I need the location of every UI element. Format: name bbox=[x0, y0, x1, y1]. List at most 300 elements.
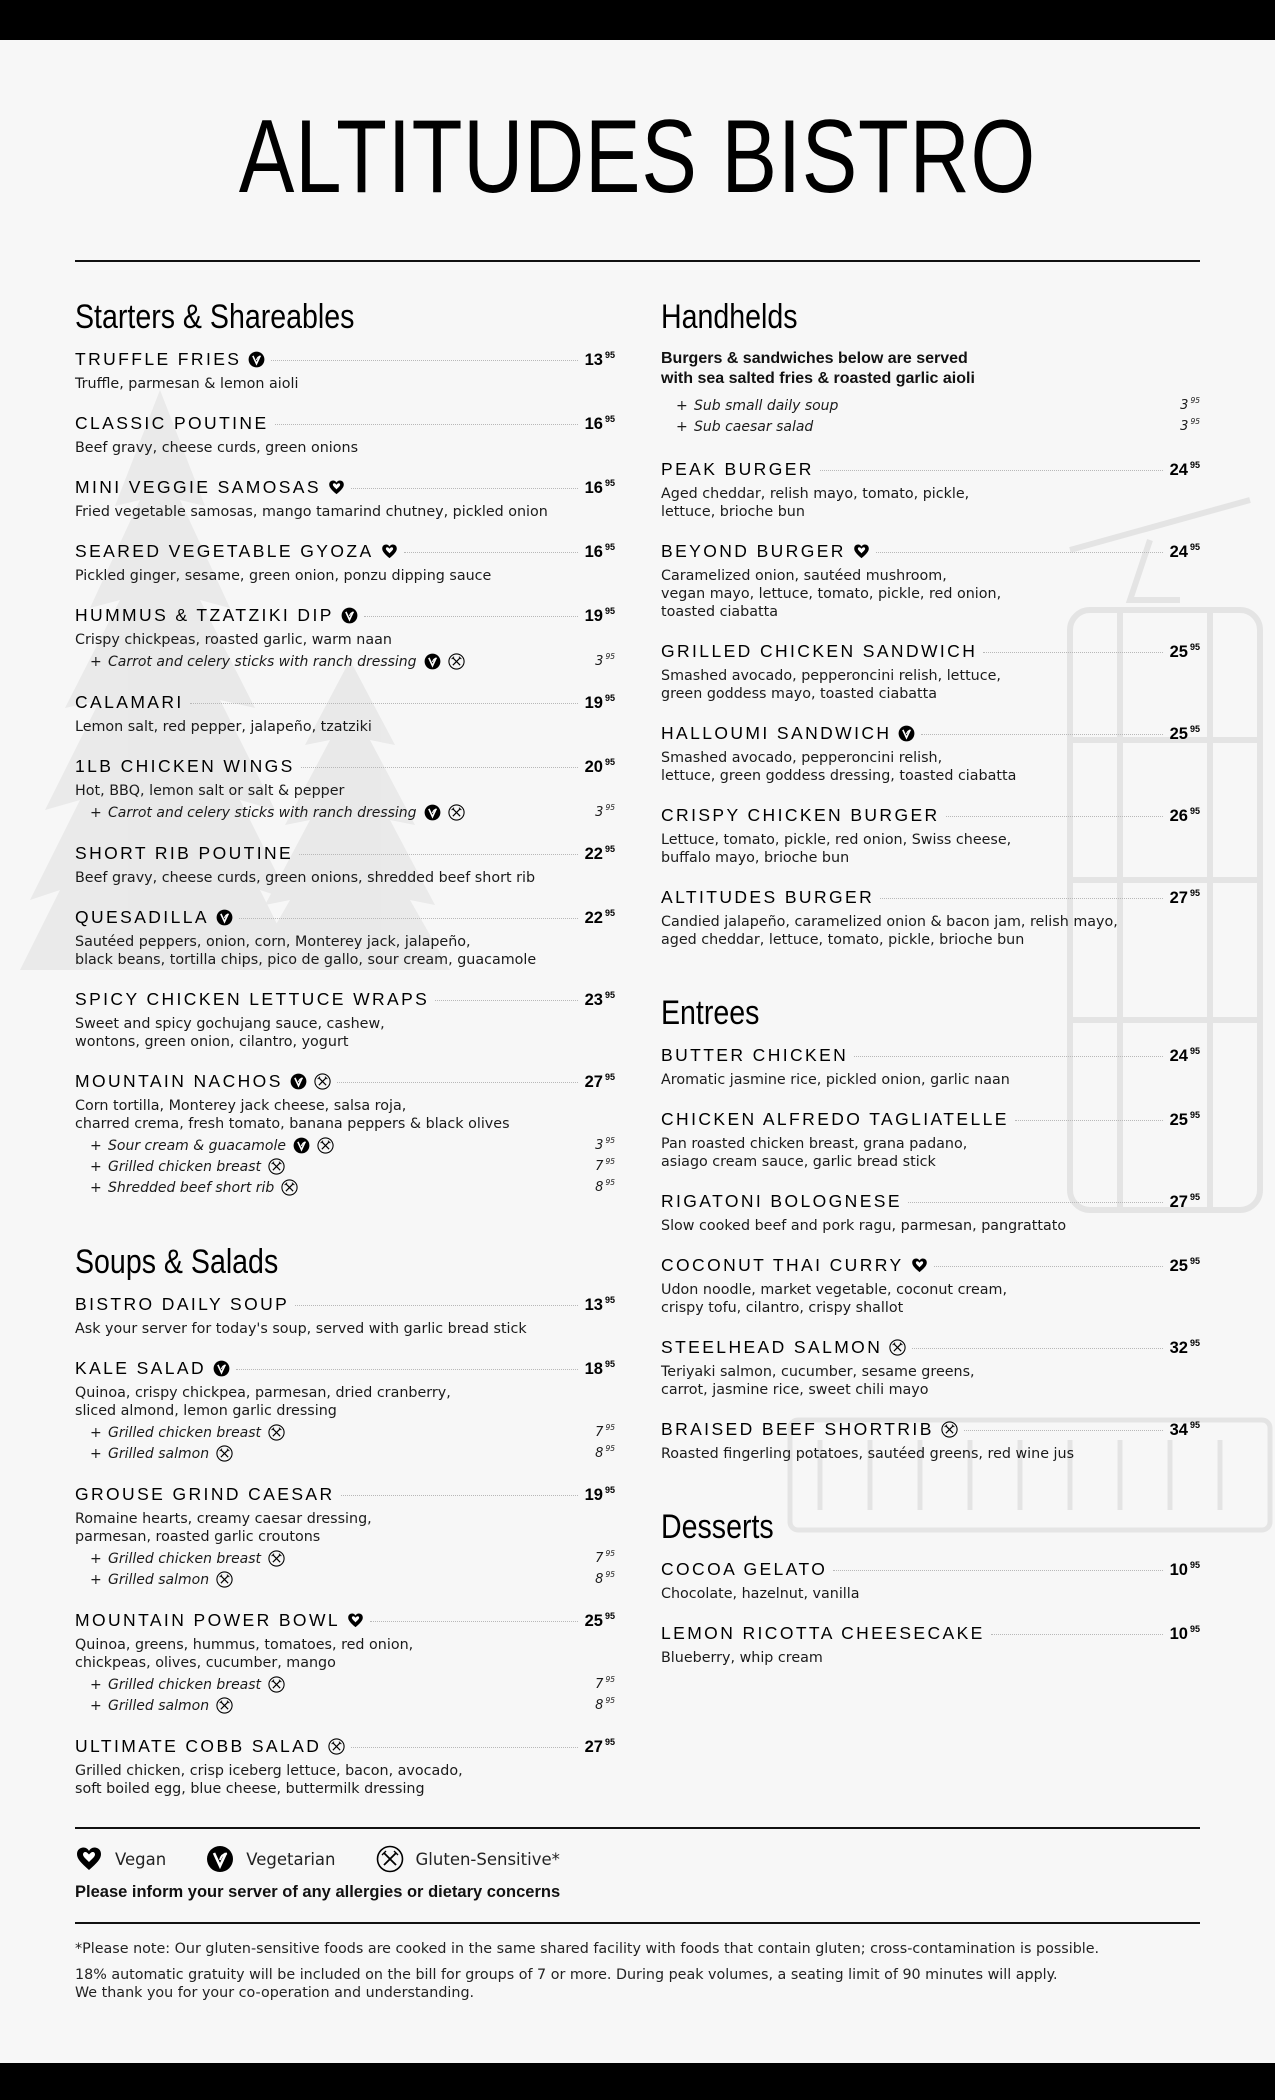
menu-item-title: HALLOUMI SANDWICH bbox=[661, 723, 892, 743]
intro-addons bbox=[661, 395, 1200, 437]
addon-price bbox=[1180, 419, 1200, 434]
menu-item-header bbox=[75, 907, 615, 933]
menu-item-price bbox=[1170, 461, 1200, 480]
price-cents: 95 bbox=[604, 350, 615, 360]
menu-item-price bbox=[1170, 1421, 1200, 1440]
section-title: Soups & Salads bbox=[75, 1243, 279, 1281]
menu-item bbox=[75, 541, 615, 585]
gluten-sensitive-icon bbox=[281, 1179, 298, 1196]
menu-item-header bbox=[661, 1109, 1200, 1135]
menu-item-price bbox=[1170, 1111, 1200, 1130]
menu-item-description bbox=[75, 1510, 615, 1546]
vegan-icon bbox=[75, 1845, 103, 1873]
gluten-sensitive-icon bbox=[216, 1445, 233, 1462]
dot-leader bbox=[190, 703, 578, 704]
menu-item-price bbox=[1170, 1193, 1200, 1212]
description-line: Hot, BBQ, lemon salt or salt & pepper bbox=[75, 783, 345, 799]
menu-item-name bbox=[75, 1071, 331, 1092]
price-dollars: 3 bbox=[595, 654, 604, 669]
price-cents: 95 bbox=[605, 1675, 615, 1684]
price-cents: 95 bbox=[605, 1696, 615, 1705]
menu-item-name bbox=[661, 1559, 827, 1580]
section-title: Starters & Shareables bbox=[75, 298, 355, 336]
gluten-sensitive-icon bbox=[448, 804, 465, 821]
price-dollars: 19 bbox=[584, 694, 603, 712]
menu-item-name bbox=[661, 1255, 928, 1276]
vegetarian-icon bbox=[424, 804, 441, 821]
menu-item-description bbox=[661, 1649, 1200, 1667]
menu-item-price bbox=[585, 1296, 615, 1315]
price-cents: 95 bbox=[1189, 1560, 1200, 1570]
price-dollars: 16 bbox=[584, 543, 603, 561]
menu-item-title: CRISPY CHICKEN BURGER bbox=[661, 805, 940, 825]
description-line: asiago cream sauce, garlic bread stick bbox=[661, 1154, 936, 1170]
gluten-note: *Please note: Our gluten-sensitive foods are cooked in the same shared facility with foods that contain gluten; cross-contamination is possible. bbox=[75, 1941, 1100, 1957]
menu-item-title: KALE SALAD bbox=[75, 1358, 206, 1378]
price-dollars: 34 bbox=[1169, 1421, 1188, 1439]
price-dollars: 27 bbox=[584, 1073, 603, 1091]
price-dollars: 24 bbox=[1169, 1047, 1188, 1065]
menu-item bbox=[75, 907, 615, 969]
plus-sign: + bbox=[90, 1158, 102, 1175]
menu-item-title: SHORT RIB POUTINE bbox=[75, 843, 294, 863]
description-line: Quinoa, greens, hummus, tomatoes, red onion, bbox=[75, 1637, 414, 1653]
menu-item-description bbox=[75, 869, 615, 887]
price-dollars: 24 bbox=[1169, 543, 1188, 561]
menu-item bbox=[661, 805, 1200, 867]
menu-item-header bbox=[75, 989, 615, 1015]
menu-item-title: QUESADILLA bbox=[75, 907, 209, 927]
price-cents: 95 bbox=[605, 1549, 615, 1558]
dot-leader bbox=[370, 1621, 578, 1622]
description-line: Romaine hearts, creamy caesar dressing, bbox=[75, 1511, 372, 1527]
price-cents: 95 bbox=[1190, 417, 1200, 426]
price-dollars: 13 bbox=[584, 1296, 603, 1314]
description-line: carrot, jasmine rice, sweet chili mayo bbox=[661, 1382, 929, 1398]
menu-item-title: BRAISED BEEF SHORTRIB bbox=[661, 1419, 934, 1439]
menu-item-name bbox=[661, 1045, 848, 1066]
addon-label-group bbox=[694, 419, 813, 435]
menu-item bbox=[75, 477, 615, 521]
description-line: Lettuce, tomato, pickle, red onion, Swiss cheese, bbox=[661, 832, 1012, 848]
dot-leader bbox=[946, 816, 1163, 817]
addon-label-group bbox=[108, 1697, 233, 1714]
vegetarian-icon bbox=[216, 909, 233, 926]
plus-sign: + bbox=[676, 397, 688, 414]
menu-item bbox=[661, 1045, 1200, 1089]
description-line: Chocolate, hazelnut, vanilla bbox=[661, 1586, 860, 1602]
description-line: buffalo mayo, brioche bun bbox=[661, 850, 850, 866]
addon-option bbox=[75, 1674, 615, 1695]
menu-item-price bbox=[1170, 889, 1200, 908]
price-dollars: 24 bbox=[1169, 461, 1188, 479]
menu-item-description bbox=[661, 913, 1200, 949]
price-cents: 95 bbox=[1189, 1110, 1200, 1120]
price-cents: 95 bbox=[1190, 396, 1200, 405]
dot-leader bbox=[964, 1430, 1163, 1431]
description-line: vegan mayo, lettuce, tomato, pickle, red onion, bbox=[661, 586, 1002, 602]
menu-item-name bbox=[661, 1337, 906, 1358]
menu-item-price bbox=[1170, 1339, 1200, 1358]
addon-list bbox=[75, 802, 615, 823]
addon-label: Grilled salmon bbox=[108, 1697, 210, 1714]
price-dollars: 16 bbox=[584, 479, 603, 497]
menu-item-price bbox=[585, 694, 615, 713]
price-cents: 95 bbox=[605, 1178, 615, 1187]
description-line: Lemon salt, red pepper, jalapeño, tzatziki bbox=[75, 719, 372, 735]
menu-item-title: COCONUT THAI CURRY bbox=[661, 1255, 904, 1275]
intro-line: Burgers & sandwiches below are served bbox=[661, 350, 968, 367]
vegan-icon bbox=[381, 543, 398, 560]
menu-item-description bbox=[75, 1762, 615, 1798]
addon-price bbox=[1180, 398, 1200, 413]
menu-item bbox=[75, 413, 615, 457]
description-line: Sautéed peppers, onion, corn, Monterey jack, jalapeño, bbox=[75, 934, 471, 950]
menu-item-description bbox=[75, 718, 615, 736]
addon-price bbox=[595, 1572, 615, 1587]
price-dollars: 25 bbox=[1169, 1257, 1188, 1275]
menu-item-price bbox=[1170, 1561, 1200, 1580]
menu-item-price bbox=[585, 543, 615, 562]
plus-sign: + bbox=[676, 418, 688, 435]
menu-item-name bbox=[661, 641, 977, 662]
price-cents: 95 bbox=[604, 990, 615, 1000]
price-cents: 95 bbox=[1189, 888, 1200, 898]
menu-item-title: ULTIMATE COBB SALAD bbox=[75, 1736, 322, 1756]
legend-bottom-divider bbox=[75, 1922, 1200, 1924]
dietary-legend bbox=[75, 1845, 600, 1873]
addon-label: Grilled chicken breast bbox=[108, 1676, 262, 1693]
menu-item bbox=[75, 1071, 615, 1198]
menu-item bbox=[661, 641, 1200, 703]
dot-leader bbox=[934, 1266, 1163, 1267]
price-dollars: 22 bbox=[584, 909, 603, 927]
addon-price bbox=[595, 1425, 615, 1440]
menu-item-description bbox=[75, 933, 615, 969]
description-line: aged cheddar, lettuce, tomato, pickle, brioche bun bbox=[661, 932, 1025, 948]
addon-label: Grilled chicken breast bbox=[108, 1550, 262, 1567]
menu-item-price bbox=[1170, 807, 1200, 826]
menu-item bbox=[75, 349, 615, 393]
plus-sign: + bbox=[90, 1697, 102, 1714]
price-cents: 95 bbox=[604, 844, 615, 854]
vegetarian-icon bbox=[248, 351, 265, 368]
menu-item-header bbox=[661, 1623, 1200, 1649]
vegan-icon bbox=[328, 479, 345, 496]
menu-item bbox=[75, 1358, 615, 1464]
addon-label: Sour cream & guacamole bbox=[108, 1137, 286, 1154]
price-cents: 95 bbox=[605, 1423, 615, 1432]
gluten-sensitive-icon bbox=[268, 1676, 285, 1693]
menu-item-title: COCOA GELATO bbox=[661, 1559, 828, 1579]
menu-section bbox=[661, 1505, 1200, 1667]
menu-item-title: GROUSE GRIND CAESAR bbox=[75, 1484, 335, 1504]
price-cents: 95 bbox=[605, 1157, 615, 1166]
price-dollars: 3 bbox=[595, 805, 604, 820]
price-cents: 95 bbox=[604, 1611, 615, 1621]
price-cents: 95 bbox=[1189, 642, 1200, 652]
addon-label: Carrot and celery sticks with ranch dressing bbox=[108, 653, 417, 670]
description-line: charred crema, fresh tomato, banana peppers & black olives bbox=[75, 1116, 510, 1132]
addon-list bbox=[75, 1422, 615, 1464]
description-line: Candied jalapeño, caramelized onion & bacon jam, relish mayo, bbox=[661, 914, 1118, 930]
addon-label: Sub caesar salad bbox=[694, 418, 814, 435]
menu-item-title: HUMMUS & TZATZIKI DIP bbox=[75, 605, 334, 625]
addon-label: Grilled chicken breast bbox=[108, 1424, 262, 1441]
dot-leader bbox=[880, 898, 1163, 899]
menu-item-header bbox=[75, 413, 615, 439]
menu-item-header bbox=[661, 1337, 1200, 1363]
menu-item bbox=[75, 1294, 615, 1338]
dot-leader bbox=[351, 488, 578, 489]
description-line: Slow cooked beef and pork ragu, parmesan, pangrattato bbox=[661, 1218, 1067, 1234]
addon-label: Grilled chicken breast bbox=[108, 1158, 262, 1175]
description-line: Beef gravy, cheese curds, green onions, shredded beef short rib bbox=[75, 870, 536, 886]
addon-option bbox=[75, 802, 615, 823]
menu-item-title: LEMON RICOTTA CHEESECAKE bbox=[661, 1623, 985, 1643]
menu-item-name bbox=[75, 1484, 335, 1505]
dot-leader bbox=[301, 767, 578, 768]
menu-item-header bbox=[661, 1559, 1200, 1585]
plus-sign: + bbox=[90, 804, 102, 821]
addon-label-group bbox=[108, 1550, 285, 1567]
gluten-sensitive-icon bbox=[216, 1571, 233, 1588]
price-dollars: 3 bbox=[595, 1138, 604, 1153]
dot-leader bbox=[908, 1202, 1163, 1203]
gluten-sensitive-icon bbox=[376, 1845, 404, 1873]
price-cents: 95 bbox=[604, 1359, 615, 1369]
menu-item-description bbox=[661, 1071, 1200, 1089]
menu-item-header bbox=[661, 641, 1200, 667]
description-line: Crispy chickpeas, roasted garlic, warm naan bbox=[75, 632, 392, 648]
menu-item-price bbox=[1170, 725, 1200, 744]
menu-item-name bbox=[75, 1610, 364, 1631]
addon-price bbox=[595, 1446, 615, 1461]
description-line: chickpeas, olives, cucumber, mango bbox=[75, 1655, 336, 1671]
menu-item-header bbox=[75, 349, 615, 375]
menu-item-header bbox=[661, 887, 1200, 913]
menu-item-price bbox=[585, 909, 615, 928]
addon-label: Grilled salmon bbox=[108, 1445, 210, 1462]
price-dollars: 10 bbox=[1169, 1625, 1188, 1643]
menu-item-header bbox=[75, 541, 615, 567]
price-cents: 95 bbox=[604, 1737, 615, 1747]
dot-leader bbox=[1015, 1120, 1163, 1121]
menu-item-header bbox=[661, 1419, 1200, 1445]
addon-option bbox=[75, 1156, 615, 1177]
dot-leader bbox=[299, 854, 578, 855]
addon-list bbox=[75, 1674, 615, 1716]
menu-item-name bbox=[661, 1191, 902, 1212]
description-line: Caramelized onion, sautéed mushroom, bbox=[661, 568, 947, 584]
menu-item bbox=[75, 1484, 615, 1590]
price-cents: 95 bbox=[1189, 542, 1200, 552]
description-line: Sweet and spicy gochujang sauce, cashew, bbox=[75, 1016, 385, 1032]
menu-item-description bbox=[661, 1363, 1200, 1399]
price-dollars: 7 bbox=[595, 1159, 604, 1174]
menu-item-name bbox=[75, 756, 295, 777]
price-dollars: 8 bbox=[595, 1446, 604, 1461]
price-dollars: 3 bbox=[1180, 398, 1189, 413]
menu-item bbox=[75, 843, 615, 887]
addon-price bbox=[595, 1180, 615, 1195]
menu-item-header bbox=[75, 1736, 615, 1762]
addon-label-group bbox=[108, 804, 465, 821]
gluten-sensitive-icon bbox=[268, 1158, 285, 1175]
description-line: Fried vegetable samosas, mango tamarind chutney, pickled onion bbox=[75, 504, 548, 520]
price-dollars: 7 bbox=[595, 1551, 604, 1566]
bottom-bar bbox=[0, 2063, 1275, 2100]
price-dollars: 10 bbox=[1169, 1561, 1188, 1579]
dot-leader bbox=[833, 1570, 1162, 1571]
addon-label-group bbox=[108, 1158, 285, 1175]
menu-item-name bbox=[75, 989, 429, 1010]
addon-label: Sub small daily soup bbox=[694, 397, 839, 414]
menu-item-title: TRUFFLE FRIES bbox=[75, 349, 242, 369]
price-cents: 95 bbox=[605, 652, 615, 661]
description-line: soft boiled egg, blue cheese, buttermilk dressing bbox=[75, 1781, 425, 1797]
price-cents: 95 bbox=[605, 1444, 615, 1453]
menu-item bbox=[661, 723, 1200, 785]
dot-leader bbox=[295, 1305, 577, 1306]
dot-leader bbox=[983, 652, 1162, 653]
addon-price bbox=[595, 1138, 615, 1153]
gluten-sensitive-icon bbox=[216, 1697, 233, 1714]
price-dollars: 25 bbox=[1169, 725, 1188, 743]
dot-leader bbox=[341, 1495, 578, 1496]
menu-item-title: SEARED VEGETABLE GYOZA bbox=[75, 541, 374, 561]
menu-item-price bbox=[1170, 543, 1200, 562]
price-dollars: 25 bbox=[1169, 643, 1188, 661]
addon-label-group bbox=[108, 653, 465, 670]
price-cents: 95 bbox=[1189, 806, 1200, 816]
menu-item-price bbox=[585, 758, 615, 777]
menu-item-title: 1LB CHICKEN WINGS bbox=[75, 756, 295, 776]
price-cents: 95 bbox=[604, 1072, 615, 1082]
legend-vegetarian bbox=[206, 1845, 335, 1873]
menu-item-description bbox=[661, 485, 1200, 521]
description-line: Corn tortilla, Monterey jack cheese, salsa roja, bbox=[75, 1098, 407, 1114]
footer-notes bbox=[75, 1940, 1200, 2003]
gluten-sensitive-icon bbox=[328, 1738, 345, 1755]
menu-item-name bbox=[661, 887, 874, 908]
gluten-sensitive-icon bbox=[317, 1137, 334, 1154]
menu-item-description bbox=[75, 631, 615, 649]
menu-item-description bbox=[75, 1097, 615, 1133]
menu-item-description bbox=[75, 503, 615, 521]
menu-item-header bbox=[661, 1255, 1200, 1281]
plus-sign: + bbox=[90, 1137, 102, 1154]
price-cents: 95 bbox=[605, 803, 615, 812]
dot-leader bbox=[912, 1348, 1162, 1349]
menu-item-name bbox=[75, 907, 233, 928]
menu-item-header bbox=[75, 1484, 615, 1510]
gluten-sensitive-icon bbox=[448, 653, 465, 670]
addon-label-group bbox=[108, 1445, 233, 1462]
menu-item-title: PEAK BURGER bbox=[661, 459, 814, 479]
addon-price bbox=[595, 1698, 615, 1713]
description-line: toasted ciabatta bbox=[661, 604, 778, 620]
left-column bbox=[75, 295, 615, 1818]
menu-item bbox=[75, 605, 615, 672]
description-line: Udon noodle, market vegetable, coconut cream, bbox=[661, 1282, 1008, 1298]
price-dollars: 26 bbox=[1169, 807, 1188, 825]
menu-item-price bbox=[585, 1612, 615, 1631]
menu-item bbox=[661, 1109, 1200, 1171]
menu-item-description bbox=[75, 1320, 615, 1338]
menu-item-description bbox=[661, 667, 1200, 703]
description-line: Smashed avocado, pepperoncini relish, bbox=[661, 750, 943, 766]
price-dollars: 3 bbox=[1180, 419, 1189, 434]
menu-item-price bbox=[1170, 1047, 1200, 1066]
dot-leader bbox=[239, 918, 578, 919]
dot-leader bbox=[876, 552, 1163, 553]
menu-item bbox=[75, 1736, 615, 1798]
description-line: Pickled ginger, sesame, green onion, ponzu dipping sauce bbox=[75, 568, 492, 584]
menu-item bbox=[661, 1255, 1200, 1317]
price-dollars: 22 bbox=[584, 845, 603, 863]
addon-price bbox=[595, 1677, 615, 1692]
menu-item-description bbox=[661, 1281, 1200, 1317]
menu-item-header bbox=[661, 1191, 1200, 1217]
price-dollars: 7 bbox=[595, 1677, 604, 1692]
plus-sign: + bbox=[90, 1445, 102, 1462]
price-cents: 95 bbox=[604, 693, 615, 703]
legend-vegan-label: Vegan bbox=[115, 1849, 167, 1869]
price-dollars: 32 bbox=[1169, 1339, 1188, 1357]
legend-top-divider bbox=[75, 1827, 1200, 1829]
description-line: wontons, green onion, cilantro, yogurt bbox=[75, 1034, 349, 1050]
menu-item bbox=[661, 887, 1200, 949]
menu-item-title: CALAMARI bbox=[75, 692, 184, 712]
price-cents: 95 bbox=[604, 757, 615, 767]
price-cents: 95 bbox=[1189, 1192, 1200, 1202]
menu-item-header bbox=[661, 805, 1200, 831]
dot-leader bbox=[236, 1369, 578, 1370]
addon-option bbox=[661, 416, 1200, 437]
dot-leader bbox=[404, 552, 578, 553]
dot-leader bbox=[337, 1082, 578, 1083]
addon-label-group bbox=[108, 1571, 233, 1588]
description-line: Truffle, parmesan & lemon aioli bbox=[75, 376, 299, 392]
menu-item-title: SPICY CHICKEN LETTUCE WRAPS bbox=[75, 989, 430, 1009]
menu-item-title: CLASSIC POUTINE bbox=[75, 413, 269, 433]
dot-leader bbox=[854, 1056, 1162, 1057]
description-line: crispy tofu, cilantro, crispy shallot bbox=[661, 1300, 904, 1316]
gluten-sensitive-icon bbox=[889, 1339, 906, 1356]
vegetarian-icon bbox=[290, 1073, 307, 1090]
plus-sign: + bbox=[90, 1676, 102, 1693]
page-title: ALTITUDES BISTRO bbox=[238, 99, 1037, 215]
vegan-icon bbox=[911, 1257, 928, 1274]
menu-item-description bbox=[75, 782, 615, 800]
menu-item bbox=[75, 692, 615, 736]
price-cents: 95 bbox=[604, 542, 615, 552]
addon-option bbox=[75, 1569, 615, 1590]
price-cents: 95 bbox=[1189, 1256, 1200, 1266]
menu-item-title: BUTTER CHICKEN bbox=[661, 1045, 849, 1065]
description-line: Aromatic jasmine rice, pickled onion, garlic naan bbox=[661, 1072, 1010, 1088]
menu-section bbox=[661, 295, 1200, 949]
price-dollars: 25 bbox=[1169, 1111, 1188, 1129]
description-line: sliced almond, lemon garlic dressing bbox=[75, 1403, 337, 1419]
addon-price bbox=[595, 805, 615, 820]
section-title: Entrees bbox=[661, 994, 760, 1032]
menu-item-description bbox=[661, 1135, 1200, 1171]
price-cents: 95 bbox=[1189, 1046, 1200, 1056]
thanks-note: We thank you for your co-operation and understanding. bbox=[75, 1985, 475, 2001]
allergy-note: Please inform your server of any allergies or dietary concerns bbox=[75, 1883, 561, 1901]
